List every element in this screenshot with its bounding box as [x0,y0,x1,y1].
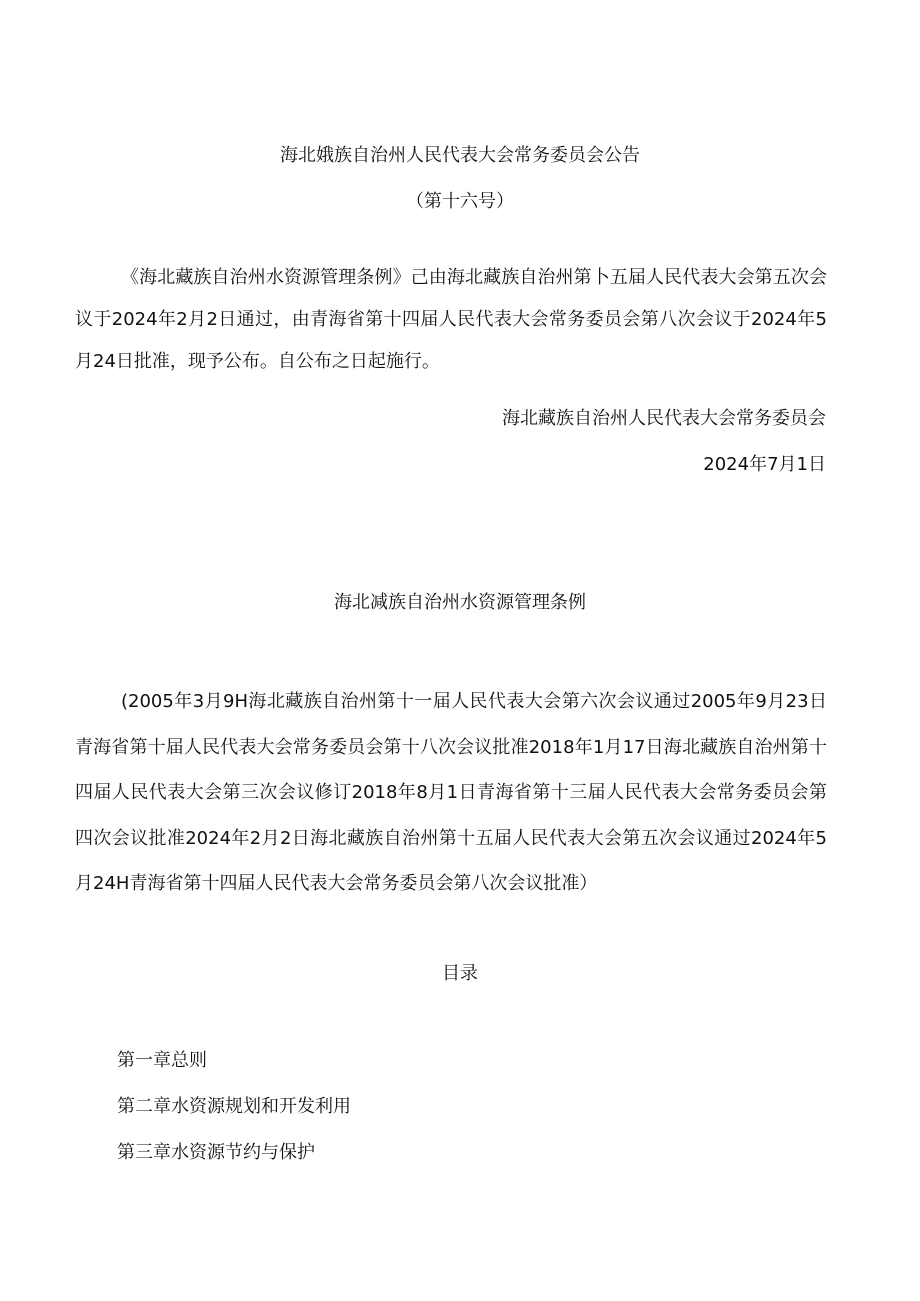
announcement-title: 海北娥族自治州人民代表大会常务委员会公告 [280,145,640,166]
announcement-body: 《海北藏族自治州水资源管理条例》己由海北藏族自治州第卜五届人民代表大会第五次会议于2024年2月2日通过，由青海省第十四届人民代表大会常务委员会第八次会议于2024年5月24日批准，现予公布。自公布之日起施行。 [75,267,827,372]
table-of-contents [117,1050,351,1188]
toc-item-chapter-2: 第二章水资源规划和开发利用 [117,1096,351,1117]
issuer-signature: 海北藏族自治州人民代表大会常务委员会 [502,408,826,429]
issue-date: 2024年7月1日 [703,454,826,475]
regulation-title: 海北减族自治州水资源管理条例 [334,592,586,613]
toc-heading: 目录 [442,963,478,984]
toc-item-chapter-3: 第三章水资源节约与保护 [117,1142,315,1163]
regulation-history: (2005年3月9H海北藏族自治州第十一届人民代表大会第六次会议通过2005年9月23日青海省第十届人民代表大会常务委员会第十八次会议批准2018年1月17日海北藏族自治州第十四届人民代表大会第三次会议修订2018年8月1日青海省第十三届人民代表大会常务委员会第四次会议批准2024年2月2日海北藏族自治州第十五届人民代表大会第五次会议通过2024年5月24H青海省第十四届人民代表大会常务委员会第八次会议批准） [75,691,827,894]
toc-item-chapter-1: 第一章总则 [117,1050,207,1071]
announcement-number: （第十六号） [406,191,514,212]
